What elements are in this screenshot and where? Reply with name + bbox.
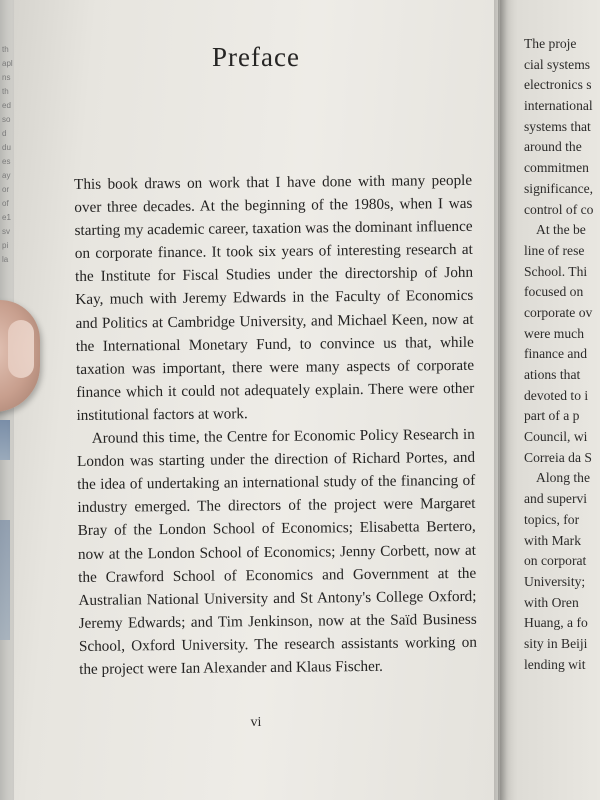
page-edge-shadow [494,0,508,800]
right-page-line: on corporat [524,553,587,569]
left-page-fragment: th [2,45,9,54]
right-page-line: Council, wi [524,429,588,445]
right-page-line: lending wit [524,656,586,672]
right-page-line: international [524,98,593,114]
right-page-line: systems that [524,118,591,134]
left-page-fragment: of [2,199,9,208]
right-page-line: The proje [524,36,577,51]
right-page-line: topics, for [524,511,580,527]
left-page-fragment: th [2,87,9,96]
right-page-line: finance and [524,346,588,362]
thumbnail [8,320,34,378]
right-page-line: ations that [524,367,581,382]
left-page-fragment: d [2,129,7,138]
left-page-blue-mark [0,420,10,460]
left-page-fragment: pi [2,241,9,250]
right-page-line: School. Thi [524,263,588,279]
right-page-line: Correia da S [524,449,592,465]
right-adjacent-page [500,0,600,800]
right-page-line: part of a p [524,408,580,424]
page-number: vi [250,715,262,730]
left-page-fragment: ay [2,171,11,180]
right-page-line: focused on [524,284,584,300]
left-page-fragment: du [2,143,11,152]
right-page-line: cial systems [524,56,591,72]
right-page-line: line of rese [524,242,585,258]
left-page-fragment: apl [2,59,13,68]
left-page-blue-mark [0,520,10,640]
page-title: Preface [212,42,300,72]
right-page-line: and supervi [524,491,588,507]
left-page-fragment: ns [2,73,11,82]
right-page-line: sity in Beiji [524,635,588,651]
right-page-line: Along the [536,470,590,486]
right-page-line: with Oren [524,594,579,610]
left-page-fragment: ed [2,101,11,110]
right-page-line: Huang, a fo [524,615,588,631]
right-page-text [524,34,593,675]
left-page-fragment: so [2,115,11,124]
left-page-fragment: sv [2,227,10,236]
right-page-line: electronics s [524,77,592,93]
right-page-line: devoted to i [524,387,589,403]
right-page-line: around the [524,139,582,155]
right-page-line: control of co [524,201,594,217]
right-page-line: corporate ov [524,304,593,320]
left-page-fragment: e1 [2,213,11,222]
right-page-line: commitmen [524,160,589,176]
right-page-line: significance, [524,180,594,196]
book-page [14,0,498,800]
paragraph: Around this time, the Centre for Economic Policy Research in London was starting under the direction of Richard Portes, and the idea of undertaking an international study of the financing of industry emerged. The directors of the project were Margaret Bray of the London School of Economics; Elisabetta Bertero, now at the London School of Economics; Jenny Corbett, now at the Crawford School of Economics and Government at the Australian National University and St Antony's College Oxford; Jeremy Edwards; and Tim Jenkinson, now at the Saïd Business School, Oxford University. The research assistants working on the project were Ian Alexander and Klaus Fischer. [76,425,478,678]
page-body [74,169,477,681]
left-page-fragment: es [2,157,11,166]
right-page-line: At the be [536,222,586,238]
right-page-line: with Mark [524,532,582,548]
paragraph: This book draws on work that I have done with many people over three decades. At the beginning of the 1980s, when I was starting my academic career, taxation was the dominant influence on corporate finance. It took six years of interesting research at the Institute for Fiscal Studies under the directorship of John Kay, much with Jeremy Edwards in the Faculty of Economics and Politics at Cambridge University, and Michael Keen, now at the International Monetary Fund, to convince us that, while taxation was important, there were many aspects of corporate finance which it could not adequately explain. There were other institutional factors at work. [74,171,475,424]
right-page-line: were much [524,325,585,341]
right-page-line: University; [524,573,586,589]
left-page-fragment: la [2,255,9,264]
left-page-fragment: or [2,185,10,194]
